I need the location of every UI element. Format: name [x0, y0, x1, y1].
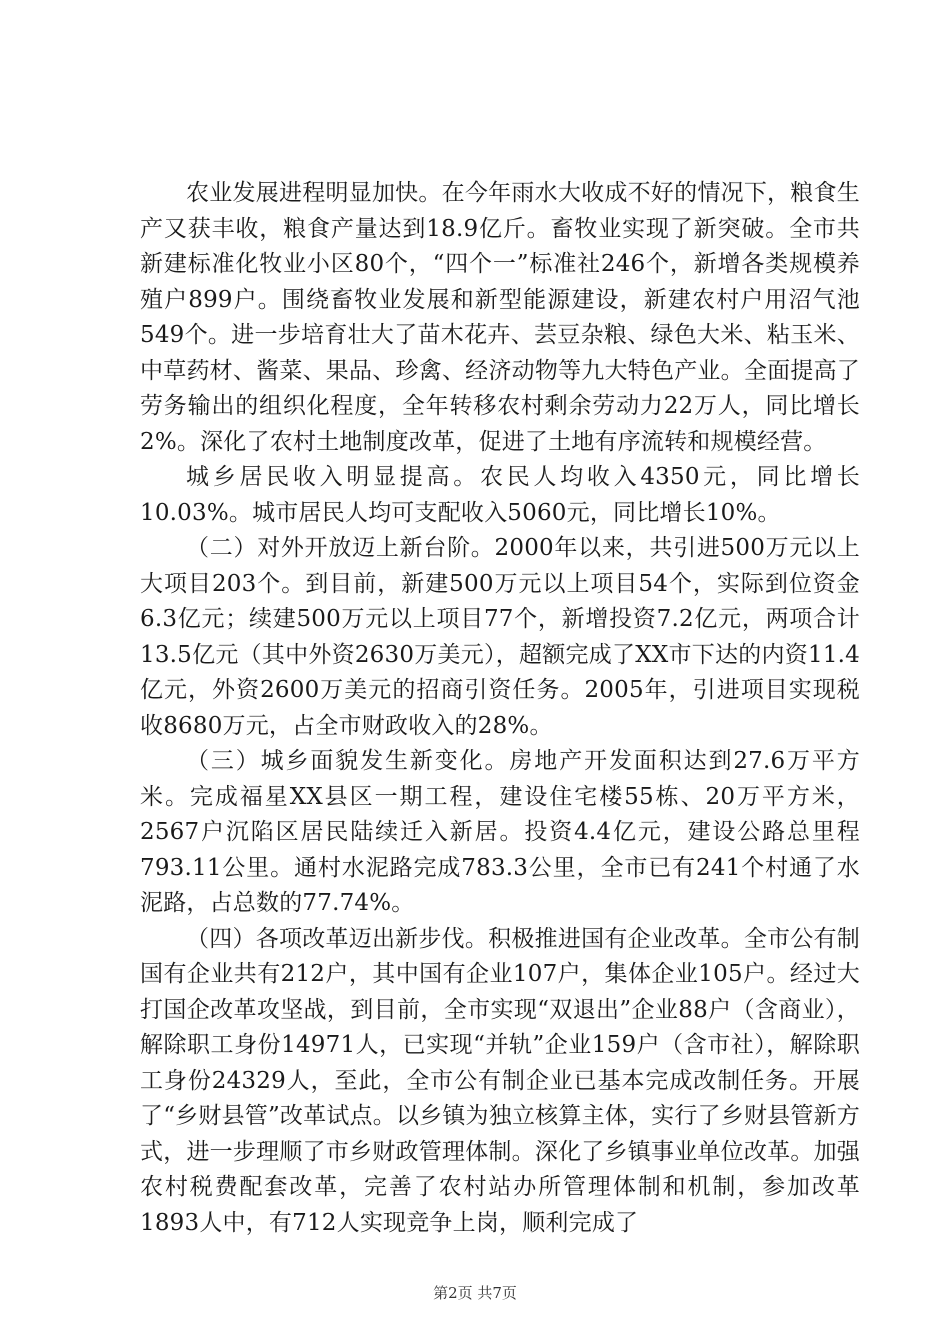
- paragraph-opening-up: （二）对外开放迈上新台阶。2000年以来，共引进500万元以上大项目203个。到目前，新建500万元以上项目54个，实际到位资金6.3亿元；续建500万元以上项目77个，新增投资7.2亿元，两项合计13.5亿元（其中外资2630万美元），超额完成了XX市下达的内资11.4亿元，外资2600万美元的招商引资任务。2005年，引进项目实现税收8680万元，占全市财政收入的28%。: [140, 535, 860, 739]
- paragraph-agriculture: 农业发展进程明显加快。在今年雨水大收成不好的情况下，粮食生产又获丰收，粮食产量达到18.9亿斤。畜牧业实现了新突破。全市共新建标准化牧业小区80个，“四个一”标准社246个，新增各类规模养殖户899户。围绕畜牧业发展和新型能源建设，新建农村户用沼气池549个。进一步培育壮大了苗木花卉、芸豆杂粮、绿色大米、粘玉米、中草药材、酱菜、果品、珍禽、经济动物等九大特色产业。全面提高了劳务输出的组织化程度，全年转移农村剩余劳动力22万人，同比增长2%。深化了农村土地制度改革，促进了土地有序流转和规模经营。: [140, 180, 860, 455]
- paragraph-reform: （四）各项改革迈出新步伐。积极推进国有企业改革。全市公有制国有企业共有212户，其中国有企业107户，集体企业105户。经过大打国企改革攻坚战，到目前，全市实现“双退出”企业88户（含商业），解除职工身份14971人，已实现“并轨”企业159户（含市社），解除职工身份24329人，至此，全市公有制企业已基本完成改制任务。开展了“乡财县管”改革试点。以乡镇为独立核算主体，实行了乡财县管新方式，进一步理顺了市乡财政管理体制。深化了乡镇事业单位改革。加强农村税费配套改革，完善了农村站办所管理体制和机制，参加改革1893人中，有712人实现竞争上岗，顺利完成了: [140, 925, 860, 1236]
- paragraph-urban-rural: （三）城乡面貌发生新变化。房地产开发面积达到27.6万平方米。完成福星XX县区一期工程，建设住宅楼55栋、20万平方米，2567户沉陷区居民陆续迁入新居。投资4.4亿元，建设公路总里程793.11公里。通村水泥路完成783.3公里，全市已有241个村通了水泥路，占总数的77.74%。: [140, 748, 860, 916]
- body-text: [140, 176, 860, 1241]
- paragraph-income: 城乡居民收入明显提高。农民人均收入4350元，同比增长10.03%。城市居民人均可支配收入5060元，同比增长10%。: [140, 464, 860, 526]
- page-footer: 第2页 共7页: [433, 1284, 517, 1302]
